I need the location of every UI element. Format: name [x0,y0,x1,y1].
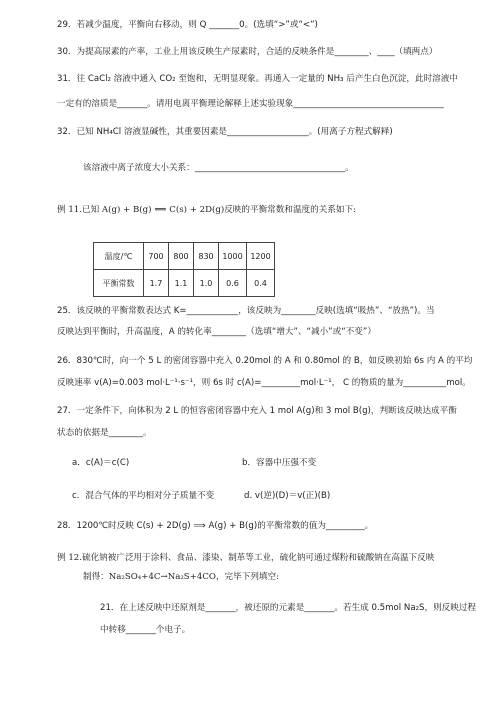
table-cell-temp: 830 [194,243,219,270]
question-25-line1: 25．该反映的平衡常数表达式 K=____________，该反映为________反映(选填“吸热”、“放热”)。当 [57,306,435,316]
question-29: 29．若减少温度，平衡向右移动，则 Q _______0。(选填“>”或“<”) [57,20,318,30]
row-header-constant: 平衡常数 [94,270,144,297]
table-cell-temp: 800 [169,243,194,270]
question-32-line1: 32．已知 NH₄Cl 溶液显碱性，其重要因素是___________________。(用离子方程式解释) [57,127,393,137]
example-12-line2: 制得：Na₂SO₄+4C→Na₂S+4CO，完毕下列填空: [83,572,280,582]
example-12-line1: 例 12.硫化钠被广泛用于涂料、食品、漆染、制革等工业，硫化钠可通过煤粉和硫酸钠在高温下反映 [57,553,435,563]
question-27-line1: 27．一定条件下，向体积为 2 L 的恒容密闭容器中充入 1 mol A(g)和 3 mol B(g)，判断该反映达成平衡 [57,406,457,416]
option-c: c．混合气体的平均相对分子质量不变 [72,491,215,501]
example-11-heading: 例 11.已知 A(g) + B(g) ⟺ C(s) + 2D(g)反映的平衡常数和温度的关系如下: [57,205,357,215]
table-cell-k: 1.0 [194,270,219,297]
question-28: 28．1200℃时反映 C(s) + 2D(g) ⟹ A(g) + B(g)的平衡常数的值为_________。 [57,521,374,531]
question-27-line2: 状态的依据是________。 [57,428,152,438]
question-30: 30．为提高尿素的产率，工业上用该反映生产尿素时，合适的反映条件是________、____（填两点） [57,47,438,57]
question-21-line1: 21．在上述反映中还原剂是_______，被还原的元素是_______。若生成 0.5mol Na₂S，则反映过程 [100,603,477,613]
question-25-line2: 反映达到平衡时，升高温度，A 的转化率________（选填“增大”、“减小”或“不变”） [57,327,376,337]
table-cell-k: 0.4 [247,270,275,297]
option-b: b．容器中压强不变 [242,458,317,468]
temperature-row [94,243,275,270]
question-21-line2: 中转移_______个电子。 [100,625,191,635]
table-cell-temp: 1000 [219,243,247,270]
question-31-line2: 一定有的溶质是_______。请用电离平衡理论解释上述实验现象___________________________________ [57,99,444,109]
table-cell-temp: 700 [144,243,169,270]
option-d: d. v(逆)(D)＝v(正)(B) [244,491,331,501]
table-cell-k: 1.1 [169,270,194,297]
table-cell-k: 1.7 [144,270,169,297]
row-header-temperature: 温度/℃ [94,243,144,270]
question-26-line2: 反映速率 v(A)=0.003 mol·L⁻¹·s⁻¹，则 6s 时 c(A)=_________mol·L⁻¹， C 的物质的量为__________mol。 [57,378,471,388]
table-cell-temp: 1200 [247,243,275,270]
question-31-line1: 31．往 CaCl₂ 溶液中通入 CO₂ 至饱和，无明显现象。再通入一定量的 NH₃ 后产生白色沉淀，此时溶液中 [57,74,458,84]
table-cell-k: 0.6 [219,270,247,297]
constant-row [94,270,275,297]
equilibrium-constant-table [93,242,275,297]
question-26-line1: 26．830℃时，向一个 5 L 的密闭容器中充入 0.20mol 的 A 和 0.80mol 的 B，如反映初始 6s 内 A 的平均 [57,356,473,366]
option-a: a．c(A)＝c(C) [72,458,130,468]
question-32-line2: 该溶液中离子浓度大小关系：___________________________________。 [83,163,354,173]
